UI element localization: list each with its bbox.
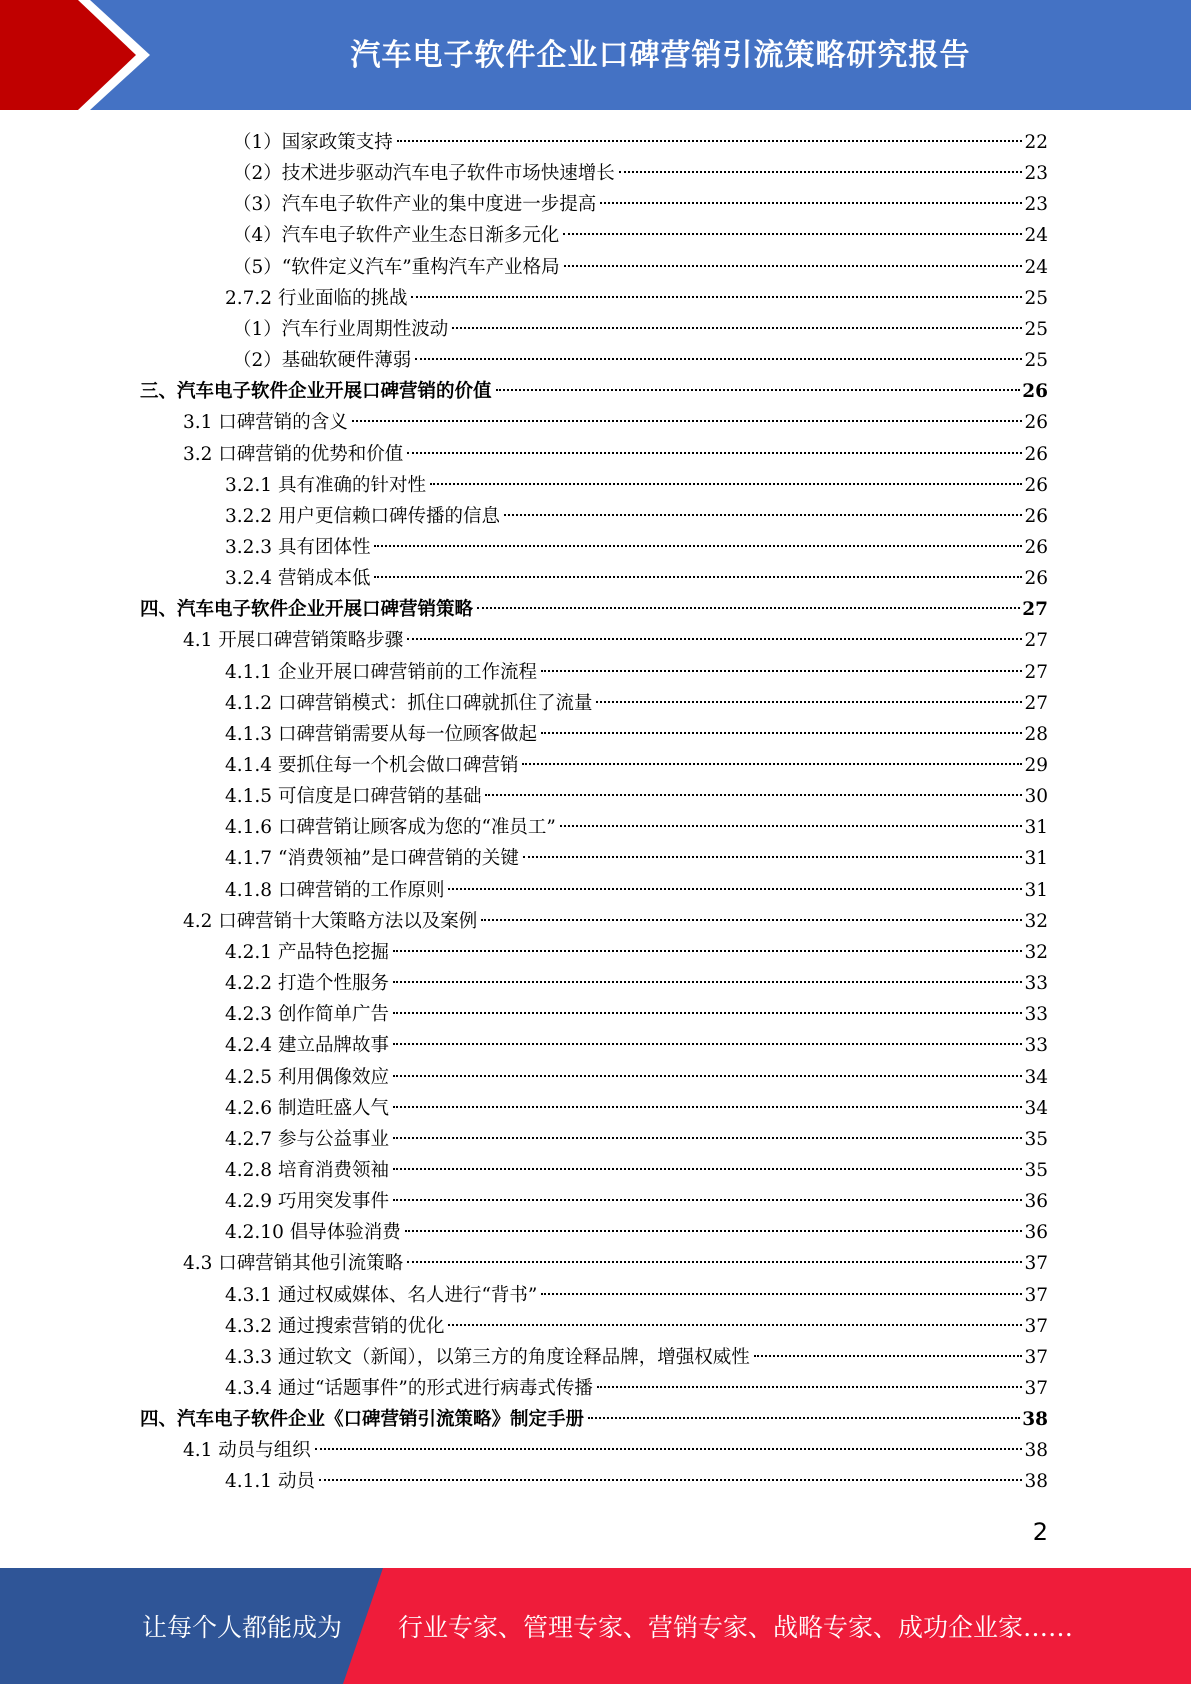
toc-entry	[233, 189, 1048, 220]
toc-entry	[225, 532, 1048, 563]
toc-entry	[225, 1155, 1048, 1186]
toc-dot-leader	[319, 1479, 1023, 1481]
toc-entry-page: 28	[1024, 723, 1048, 745]
toc-dot-leader	[541, 1293, 1022, 1295]
toc-dot-leader	[596, 701, 1022, 703]
toc-entry-page: 26	[1024, 505, 1048, 527]
toc-entry-title: 4.3.1 通过权威媒体、名人进行“背书”	[225, 1284, 538, 1306]
toc-dot-leader	[448, 1324, 1022, 1326]
toc-entry-page: 37	[1024, 1378, 1048, 1399]
page-header	[0, 0, 1191, 110]
toc-entry-title: （4）汽车电子软件产业生态日渐多元化	[233, 225, 560, 247]
toc-entry-title: 四、汽车电子软件企业《口碑营销引流策略》制定手册	[140, 1409, 585, 1431]
toc-dot-leader	[405, 1230, 1023, 1232]
toc-entry-title: 4.3.4 通过“话题事件”的形式进行病毒式传播	[225, 1378, 593, 1399]
header-chevron-icon	[0, 0, 160, 110]
toc-entry-page: 26	[1024, 536, 1048, 558]
toc-entry	[225, 843, 1048, 874]
toc-entry-page: 25	[1024, 287, 1048, 309]
toc-dot-leader	[393, 1199, 1022, 1201]
toc-dot-leader	[477, 607, 1020, 609]
toc-entry-title: 4.1 动员与组织	[183, 1440, 311, 1462]
toc-entry-title: 3.2.2 用户更信赖口碑传播的信息	[225, 505, 500, 527]
toc-entry-page: 35	[1024, 1159, 1048, 1181]
toc-entry-page: 25	[1024, 318, 1048, 340]
toc-dot-leader	[522, 763, 1022, 765]
toc-entry	[225, 1373, 1048, 1404]
toc-entry	[225, 1466, 1048, 1497]
toc-entry-title: 4.1.8 口碑营销的工作原则	[225, 879, 445, 901]
toc-entry-page: 32	[1024, 910, 1048, 932]
toc-entry-title: （2）技术进步驱动汽车电子软件市场快速增长	[233, 163, 615, 185]
toc-entry	[225, 750, 1048, 781]
toc-entry-page: 38	[1022, 1409, 1048, 1431]
toc-dot-leader	[407, 638, 1022, 640]
toc-entry-title: （3）汽车电子软件产业的集中度进一步提高	[233, 194, 597, 216]
toc-entry	[225, 1030, 1048, 1061]
toc-entry-page: 37	[1024, 1284, 1048, 1306]
toc-dot-leader	[560, 825, 1023, 827]
toc-entry-page: 30	[1024, 786, 1048, 808]
toc-entry-title: 4.2.4 建立品牌故事	[225, 1035, 389, 1057]
toc-entry	[225, 501, 1048, 532]
toc-entry-title: 3.2.4 营销成本低	[225, 568, 371, 590]
toc-entry-title: （2）基础软硬件薄弱	[233, 350, 412, 372]
toc-entry-title: 4.3.2 通过搜索营销的优化	[225, 1315, 445, 1337]
toc-dot-leader	[496, 389, 1021, 391]
toc-entry-page: 37	[1024, 1346, 1048, 1368]
toc-dot-leader	[504, 514, 1022, 516]
toc-entry-page: 27	[1024, 692, 1048, 714]
document-title: 汽车电子软件企业口碑营销引流策略研究报告	[350, 38, 971, 73]
toc-entry-page: 27	[1024, 630, 1048, 652]
toc-entry-page: 26	[1024, 568, 1048, 590]
toc-entry-page: 23	[1024, 163, 1048, 185]
toc-entry	[225, 1124, 1048, 1155]
toc-entry-title: 4.2.6 制造旺盛人气	[225, 1097, 389, 1119]
toc-dot-leader	[588, 1417, 1020, 1419]
toc-dot-leader	[352, 420, 1023, 422]
toc-entry	[225, 875, 1048, 906]
toc-dot-leader	[481, 919, 1022, 921]
toc-entry-title: 4.2.3 创作简单广告	[225, 1004, 389, 1026]
toc-entry-page: 34	[1024, 1097, 1048, 1119]
toc-entry	[225, 688, 1048, 719]
toc-entry-page: 26	[1024, 443, 1048, 465]
toc-entry-title: 4.1.7 “消费领袖”是口碑营销的关键	[225, 848, 519, 870]
toc-entry	[225, 1311, 1048, 1342]
toc-entry	[225, 968, 1048, 999]
toc-entry	[225, 937, 1048, 968]
toc-entry-title: 4.1.6 口碑营销让顾客成为您的“准员工”	[225, 817, 556, 839]
toc-entry-title: 3.2.3 具有团体性	[225, 536, 371, 558]
toc-entry	[225, 1062, 1048, 1093]
toc-entry-title: 4.3.3 通过软文（新闻），以第三方的角度诠释品牌，增强权威性	[225, 1346, 750, 1368]
toc-entry	[233, 252, 1048, 283]
toc-entry-title: 4.2.9 巧用突发事件	[225, 1191, 389, 1213]
toc-entry	[183, 1435, 1048, 1466]
toc-entry-page: 31	[1024, 848, 1048, 870]
toc-entry-title: 4.1.2 口碑营销模式：抓住口碑就抓住了流量	[225, 692, 593, 714]
toc-dot-leader	[393, 950, 1022, 952]
toc-entry	[225, 657, 1048, 688]
toc-dot-leader	[430, 483, 1022, 485]
toc-dot-leader	[374, 545, 1022, 547]
toc-entry	[225, 999, 1048, 1030]
toc-entry	[183, 439, 1048, 470]
footer-slogan-left: 让每个人都能成为	[142, 1613, 343, 1642]
toc-entry	[225, 812, 1048, 843]
toc-entry-page: 31	[1024, 879, 1048, 901]
toc-entry-title: （1）国家政策支持	[233, 132, 393, 153]
toc-entry	[233, 314, 1048, 345]
toc-entry-title: 4.2.7 参与公益事业	[225, 1128, 389, 1150]
toc-entry-title: 4.2.10 倡导体验消费	[225, 1222, 401, 1244]
toc-dot-leader	[754, 1355, 1023, 1357]
toc-dot-leader	[541, 732, 1022, 734]
toc-entry-title: 四、汽车电子软件企业开展口碑营销策略	[140, 599, 474, 621]
toc-entry	[225, 781, 1048, 812]
toc-entry-page: 35	[1024, 1128, 1048, 1150]
toc-dot-leader	[315, 1448, 1023, 1450]
toc-entry-title: 4.2.1 产品特色挖掘	[225, 941, 389, 963]
toc-entry	[233, 127, 1048, 158]
toc-entry	[140, 376, 1048, 407]
toc-entry-page: 27	[1022, 599, 1048, 621]
toc-entry	[233, 345, 1048, 376]
toc-dot-leader	[393, 1075, 1022, 1077]
toc-entry-title: 4.2.8 培育消费领袖	[225, 1159, 389, 1181]
toc-entry	[140, 1404, 1048, 1435]
toc-entry	[225, 1217, 1048, 1248]
toc-entry-title: 4.1.1 企业开展口碑营销前的工作流程	[225, 661, 537, 683]
toc-entry-page: 37	[1024, 1253, 1048, 1275]
toc-entry-page: 24	[1024, 256, 1048, 278]
toc-dot-leader	[523, 856, 1023, 858]
toc-entry	[183, 906, 1048, 937]
footer-slogan-right: 行业专家、管理专家、营销专家、战略专家、成功企业家……	[398, 1613, 1074, 1642]
toc-entry-page: 33	[1024, 1035, 1048, 1057]
page-footer	[0, 1568, 1191, 1684]
toc-entry	[225, 1186, 1048, 1217]
toc-entry	[225, 1093, 1048, 1124]
toc-dot-leader	[563, 233, 1022, 235]
toc-entry-page: 25	[1024, 350, 1048, 372]
toc-entry-page: 27	[1024, 661, 1048, 683]
toc-dot-leader	[407, 1261, 1022, 1263]
toc-entry-title: 3.1 口碑营销的含义	[183, 412, 348, 434]
toc-entry-page: 23	[1024, 194, 1048, 216]
toc-entry-page: 26	[1024, 474, 1048, 496]
toc-entry-title: 4.1 开展口碑营销策略步骤	[183, 630, 404, 652]
toc-entry	[233, 220, 1048, 251]
toc-dot-leader	[452, 327, 1022, 329]
toc-entry	[225, 563, 1048, 594]
toc-dot-leader	[448, 888, 1022, 890]
toc-entry	[225, 1342, 1048, 1373]
toc-entry-title: （1）汽车行业周期性波动	[233, 318, 449, 340]
toc-entry-title: 4.1.3 口碑营销需要从每一位顾客做起	[225, 723, 537, 745]
toc-entry-page: 38	[1024, 1440, 1048, 1462]
toc-entry-page: 33	[1024, 973, 1048, 995]
toc-entry-title: （5）“软件定义汽车”重构汽车产业格局	[233, 256, 560, 278]
toc-entry-title: 4.2.5 利用偶像效应	[225, 1066, 389, 1088]
toc-entry-title: 4.3 口碑营销其他引流策略	[183, 1253, 404, 1275]
toc-dot-leader	[411, 296, 1022, 298]
toc-dot-leader	[393, 1168, 1022, 1170]
toc-entry	[233, 158, 1048, 189]
toc-entry-title: 4.1.1 动员	[225, 1471, 315, 1493]
toc-entry-title: 4.1.5 可信度是口碑营销的基础	[225, 786, 482, 808]
toc-entry-page: 36	[1024, 1222, 1048, 1244]
toc-dot-leader	[393, 1106, 1022, 1108]
toc-entry	[225, 283, 1048, 314]
toc-dot-leader	[564, 265, 1023, 267]
toc-dot-leader	[374, 576, 1022, 578]
toc-dot-leader	[600, 202, 1022, 204]
toc-entry-page: 34	[1024, 1066, 1048, 1088]
toc-entry-page: 38	[1024, 1471, 1048, 1493]
toc-dot-leader	[619, 171, 1023, 173]
toc-entry	[183, 1248, 1048, 1279]
toc-entry-page: 29	[1024, 755, 1048, 776]
toc-dot-leader	[407, 452, 1022, 454]
toc-entry	[225, 1280, 1048, 1311]
toc-entry-page: 33	[1024, 1004, 1048, 1026]
toc-entry-page: 26	[1024, 412, 1048, 434]
toc-dot-leader	[393, 1012, 1022, 1014]
toc-dot-leader	[393, 1137, 1022, 1139]
toc-dot-leader	[415, 358, 1022, 360]
toc-entry-title: 3.2 口碑营销的优势和价值	[183, 443, 404, 465]
toc-dot-leader	[597, 1386, 1023, 1388]
toc-dot-leader	[485, 794, 1022, 796]
toc-entry-title: 4.2.2 打造个性服务	[225, 973, 389, 995]
toc-dot-leader	[393, 981, 1022, 983]
toc-entry-title: 三、汽车电子软件企业开展口碑营销的价值	[140, 381, 492, 403]
toc-entry-title: 2.7.2 行业面临的挑战	[225, 287, 408, 309]
toc-dot-leader	[393, 1043, 1022, 1045]
toc-entry	[140, 594, 1048, 625]
toc-entry-page: 32	[1024, 941, 1048, 963]
toc-entry	[225, 719, 1048, 750]
toc-entry-page: 22	[1024, 132, 1048, 153]
toc-entry	[183, 625, 1048, 656]
toc-entry	[183, 407, 1048, 438]
toc-dot-leader	[541, 670, 1022, 672]
toc-entry-title: 3.2.1 具有准确的针对性	[225, 474, 426, 496]
toc-entry-page: 24	[1024, 225, 1048, 247]
toc-entry-page: 37	[1024, 1315, 1048, 1337]
toc-entry-title: 4.1.4 要抓住每一个机会做口碑营销	[225, 755, 519, 776]
toc-entry-page: 31	[1024, 817, 1048, 839]
toc-entry-page: 36	[1024, 1191, 1048, 1213]
toc-entry	[225, 470, 1048, 501]
page-number: 2	[1032, 1518, 1048, 1546]
toc-entry-title: 4.2 口碑营销十大策略方法以及案例	[183, 910, 478, 932]
toc-dot-leader	[397, 140, 1023, 142]
toc-entry-page: 26	[1022, 381, 1048, 403]
